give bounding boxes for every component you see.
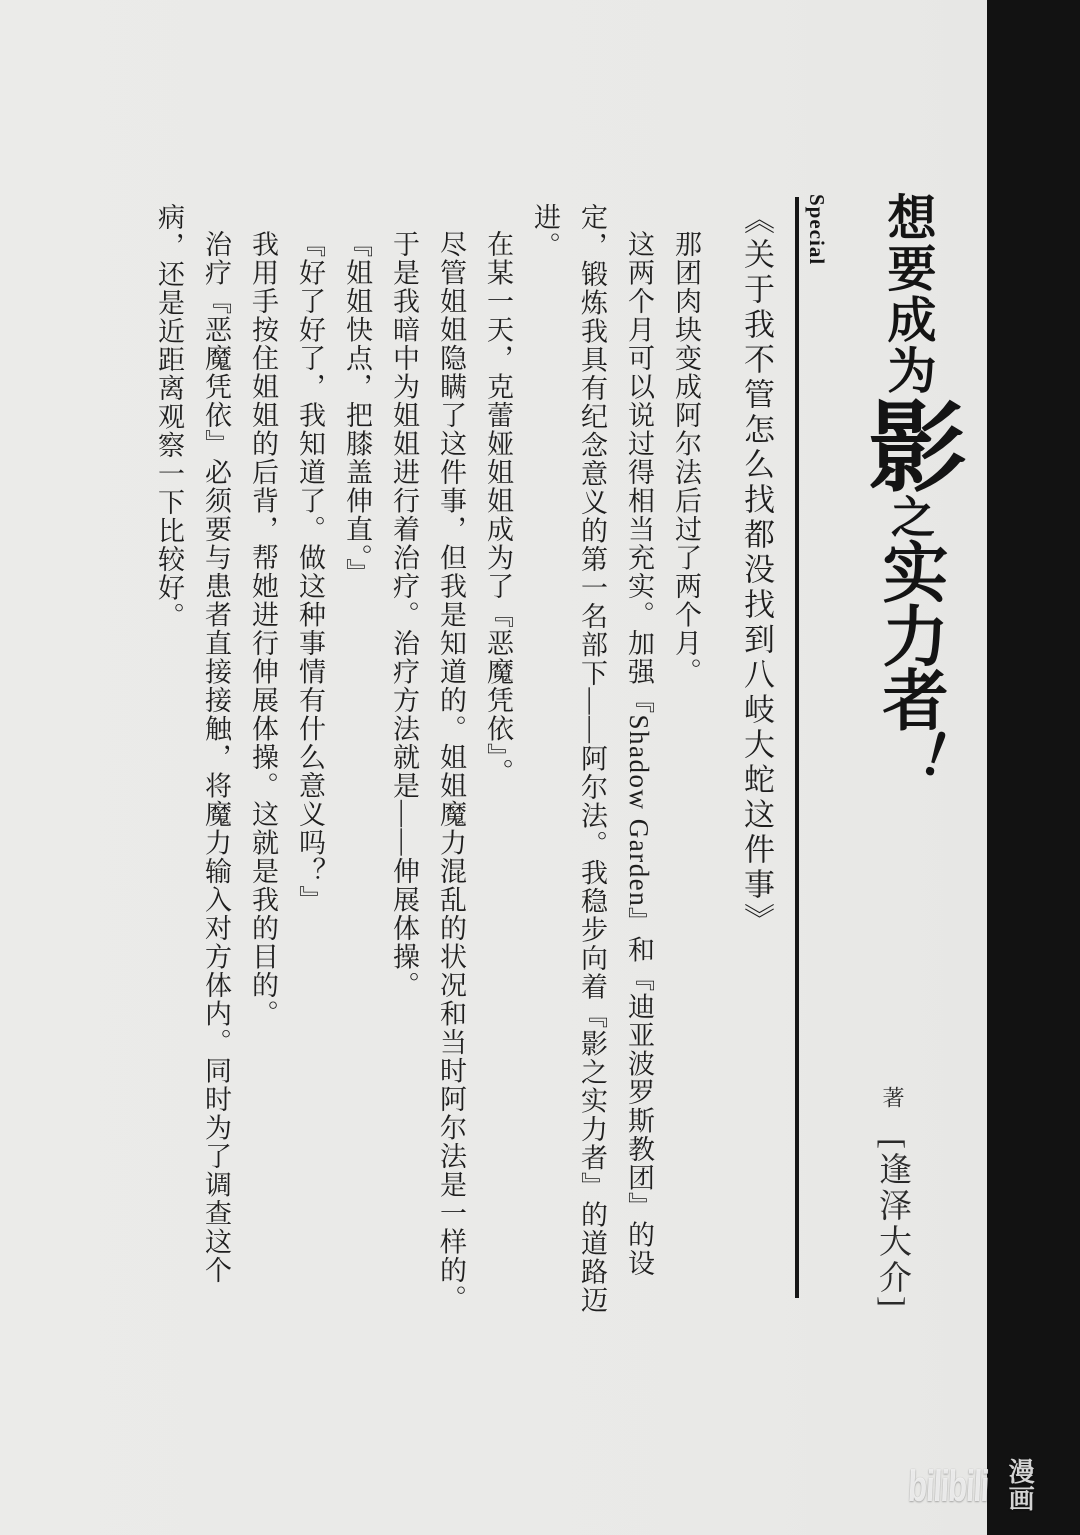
article-paragraph: 在某一天，克蕾娅姐姐成为了『恶魔凭依』。	[483, 230, 513, 787]
title-part-small: 想要成为	[881, 192, 936, 396]
spine-black-strip	[987, 0, 1080, 1535]
article-paragraph: 尽管姐姐隐瞒了这件事，但我是知道的。姐姐魔力混乱的状况和当时阿尔法是一样的。	[436, 230, 466, 1313]
article-paragraph: 『姐姐快点，把膝盖伸直。』	[342, 230, 372, 587]
author-name: [逢泽大介]	[874, 1138, 910, 1310]
title-part-mid: 之	[884, 494, 933, 538]
title-divider-rule	[795, 197, 799, 1298]
book-title	[850, 192, 966, 792]
article-body	[140, 203, 780, 1328]
title-part-big: 影	[854, 396, 962, 494]
article-paragraph: 那团肉块变成阿尔法后过了两个月。	[671, 230, 701, 686]
article-heading: 《关于我不管怎么找都没找到八岐大蛇这件事》	[739, 203, 774, 938]
title-part-large: 实力者	[872, 538, 945, 730]
article-paragraph: 我用手按住姐姐的后背，帮她进行伸展体操。这就是我的目的。	[248, 230, 278, 1028]
author-credit	[864, 1086, 920, 1406]
title-exclamation: ！	[878, 716, 955, 789]
special-label: Special	[805, 194, 829, 266]
article-paragraph: 『好了好了，我知道了。做这种事情有什么意义吗？』	[295, 230, 325, 914]
article-paragraph: 治疗『恶魔凭依』必须要与患者直接接触，将魔力输入对方体内。同时为了调查这个病，还是近距离观察一下比较好。	[154, 203, 231, 1285]
manga-label: 漫画	[1005, 1458, 1036, 1512]
author-prefix: 著	[880, 1086, 905, 1108]
article-paragraph: 于是我暗中为姐姐进行着治疗。治疗方法就是——伸展体操。	[389, 230, 419, 1000]
article-paragraph: 这两个月可以说过得相当充实。加强『Shadow Garden』和『迪亚波罗斯教团』的设定，锻炼我具有纪念意义的第一名部下——阿尔法。我稳步向着『影之实力者』的道路迈进。	[530, 203, 654, 1315]
bilibili-logo: bilibili	[906, 1462, 990, 1511]
bilibili-watermark	[908, 1458, 1037, 1516]
